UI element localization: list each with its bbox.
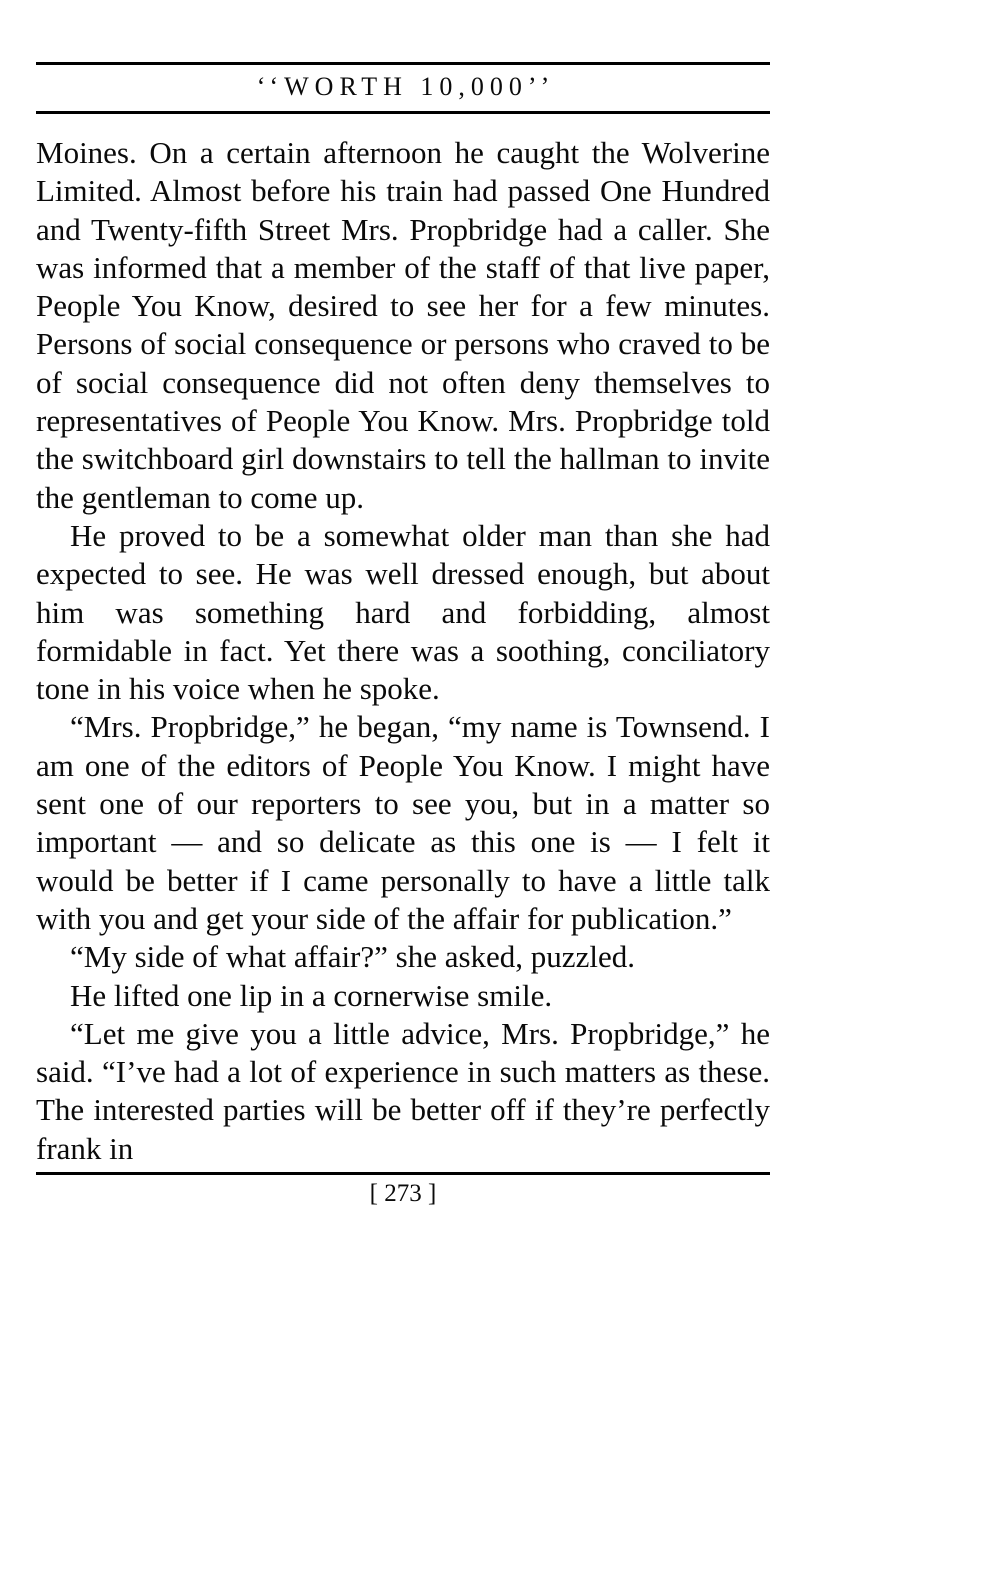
- header-rule-bottom: [36, 111, 770, 114]
- running-head: ‘‘WORTH 10,000’’: [256, 72, 556, 101]
- paragraph-2: He proved to be a somewhat older man than she had expected to see. He was well dressed enough, but about him was something hard and forbidding, almost formidable in fact. Yet there was a soothing, conciliatory tone in his voice when he spoke.: [36, 517, 770, 707]
- paragraph-5: He lifted one lip in a cornerwise smile.: [70, 977, 553, 1013]
- paragraph-6: “Let me give you a little advice, Mrs. Propbridge,” he said. “I’ve had a lot of experience in such matters as these. The interested parties will be better off if they’re perfectly frank in: [36, 1015, 770, 1166]
- paragraph-4: “My side of what affair?” she asked, puzzled.: [70, 939, 635, 975]
- body-text: [36, 134, 770, 1168]
- footer-rule: [36, 1172, 770, 1175]
- paragraph-3: “Mrs. Propbridge,” he began, “my name is Townsend. I am one of the editors of People You Know. I might have sent one of our reporters to see you, but in a matter so important — and so delicate as this one is — I felt it would be better if I came personally to have a little talk with you and get your side of the affair for publication.”: [36, 709, 770, 936]
- paragraph-1: Moines. On a certain afternoon he caught the Wolverine Limited. Almost before his train had passed One Hundred and Twenty-fifth Street Mrs. Propbridge had a caller. She was informed that a member of the staff of that live paper, People You Know, desired to see her for a few minutes. Persons of social consequence or persons who craved to be of social consequence did not often deny themselves to representatives of People You Know. Mrs. Propbridge told the switchboard girl downstairs to tell the hallman to invite the gentleman to come up.: [36, 135, 770, 515]
- book-page: [36, 62, 770, 1211]
- page-number: [ 273 ]: [369, 1180, 437, 1208]
